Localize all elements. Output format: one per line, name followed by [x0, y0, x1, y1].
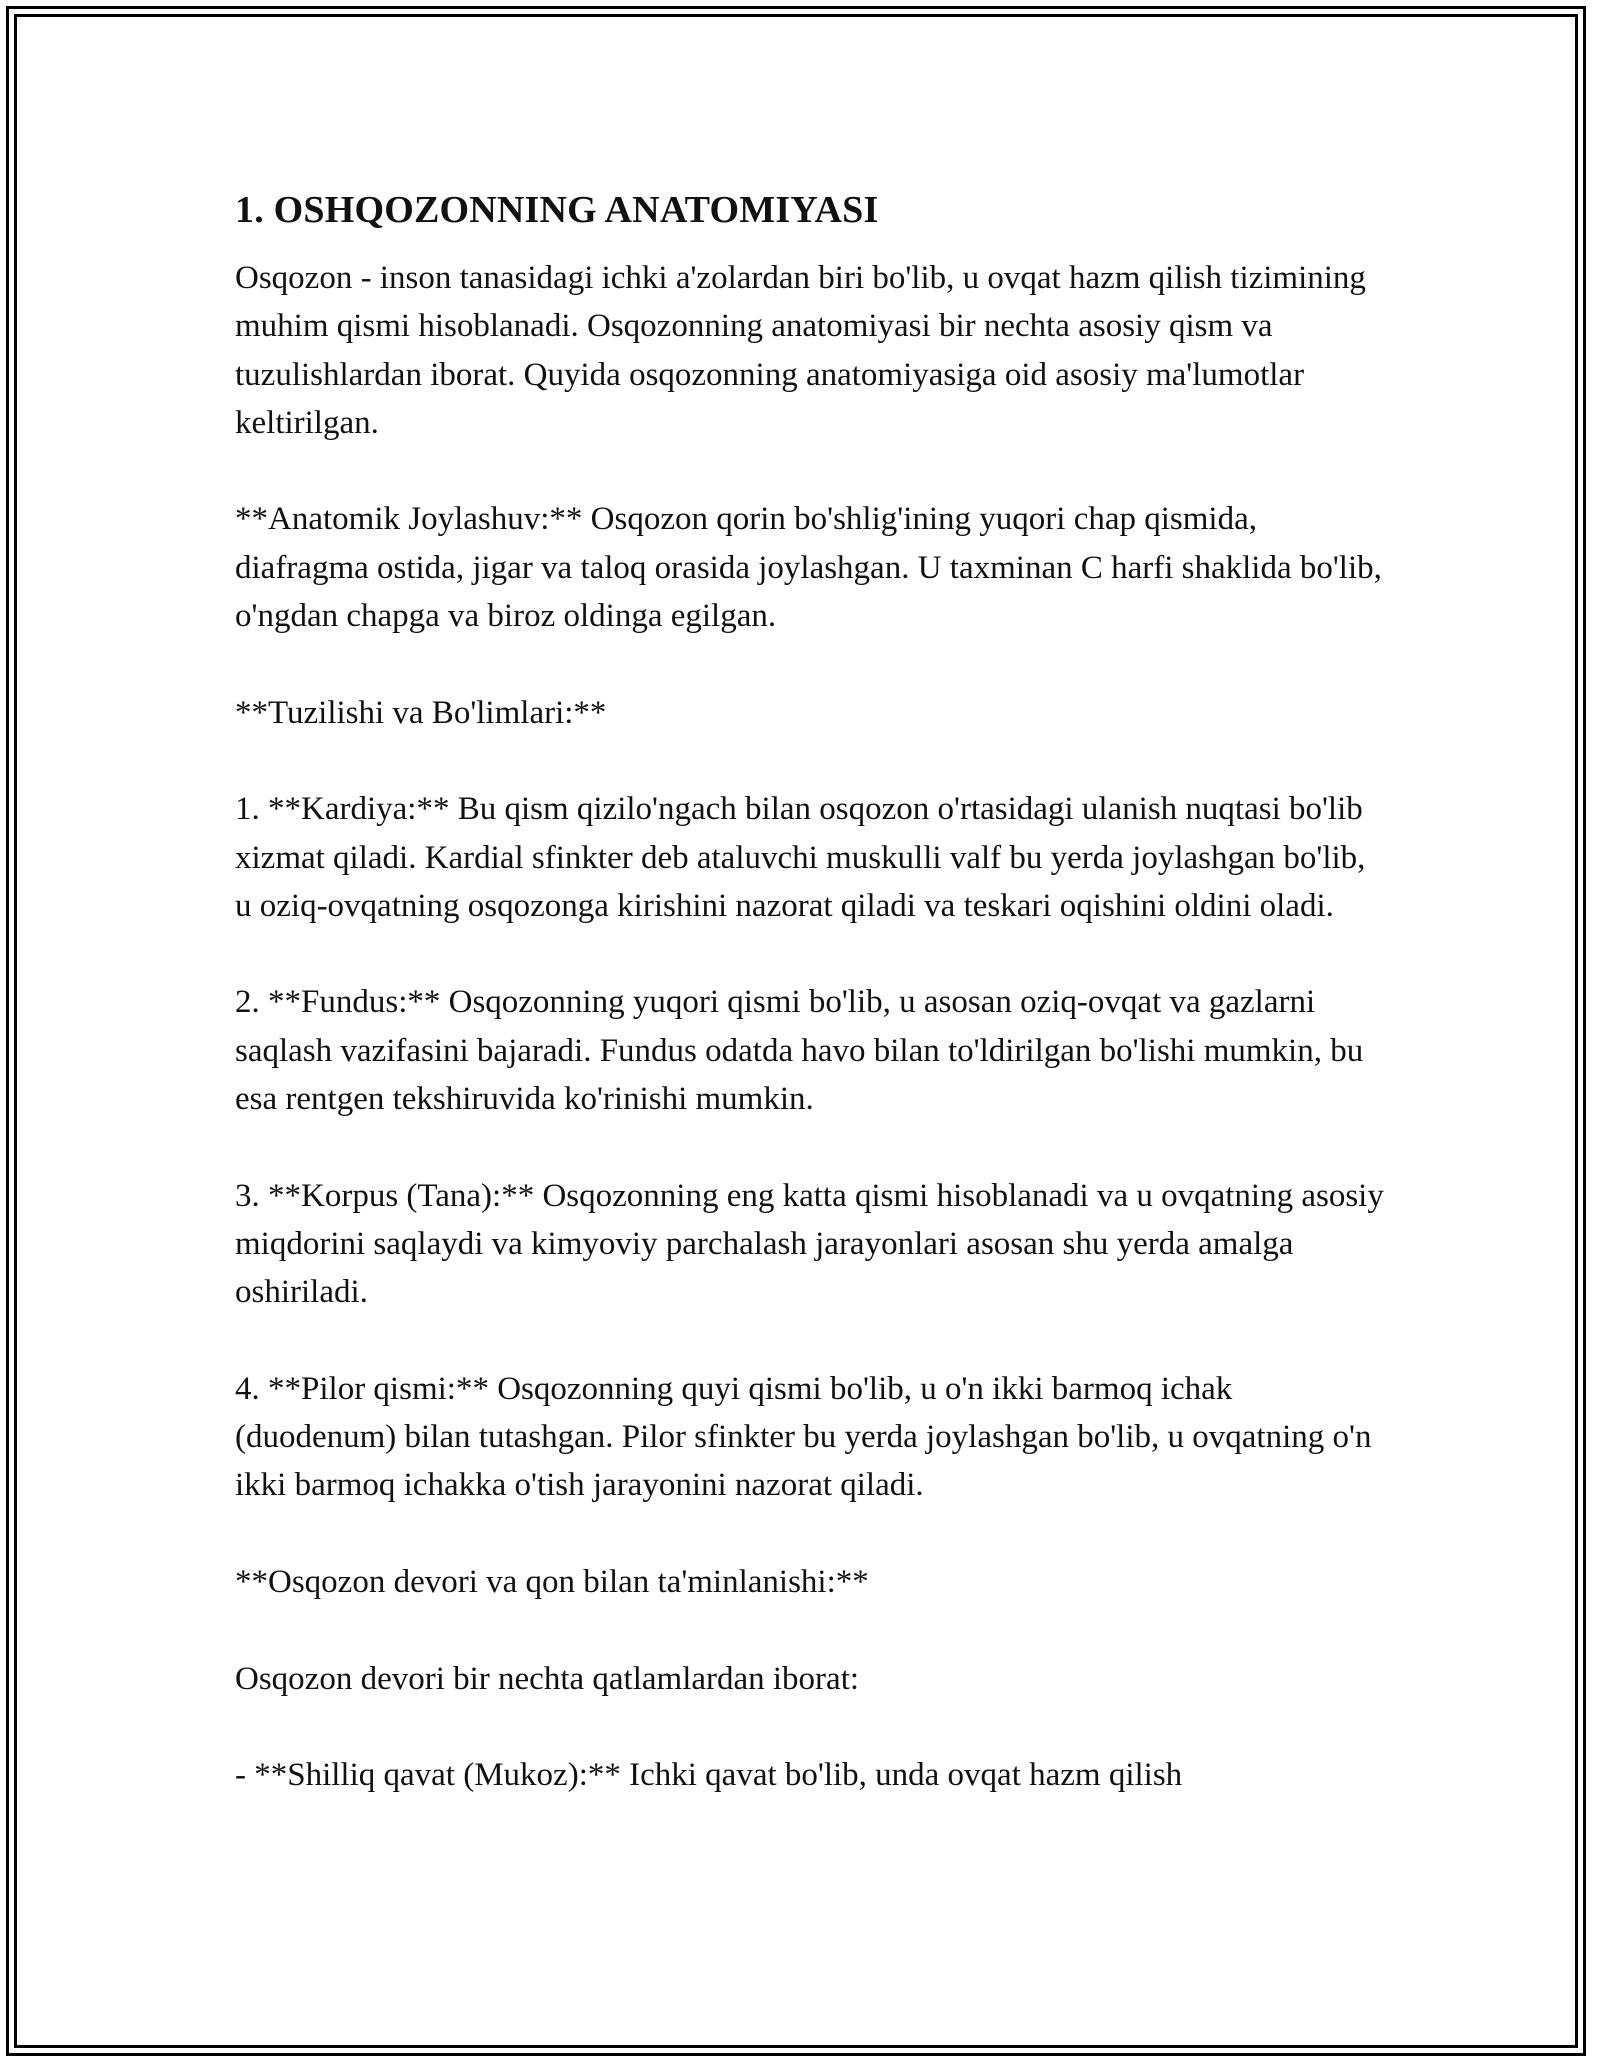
paragraph-fundus: 2. **Fundus:** Osqozonning yuqori qismi bo'lib, u asosan oziq-ovqat va gazlarni saqlash vazifasini bajaradi. Fundus odatda havo bilan to'ldirilgan bo'lishi mumkin, bu esa rentgen tekshiruvida ko'rinishi mumkin. — [235, 984, 1364, 1118]
paragraph-anatomical-location: **Anatomik Joylashuv:** Osqozon qorin bo'shlig'ining yuqori chap qismida, diafragma ostida, jigar va taloq orasida joylashgan. U taxminan C harfi shaklida bo'lib, o'ngdan chapga va biroz oldinga egilgan. — [235, 501, 1382, 635]
paragraph-wall-heading: **Osqozon devori va qon bilan ta'minlanishi:** — [235, 1564, 869, 1601]
document-body — [235, 186, 1385, 1800]
paragraph-mucosa: - **Shilliq qavat (Mukoz):** Ichki qavat bo'lib, unda ovqat hazm qilish — [235, 1757, 1183, 1794]
paragraph-pylorus: 4. **Pilor qismi:** Osqozonning quyi qismi bo'lib, u o'n ikki barmoq ichak (duodenum) bilan tutashgan. Pilor sfinkter bu yerda joylashgan bo'lib, u ovqatning o'n ikki barmoq ichakka o'tish jarayonini nazorat qiladi. — [235, 1370, 1372, 1504]
paragraph-structure-heading: **Tuzilishi va Bo'limlari:** — [235, 694, 607, 731]
paragraph-wall-layers: Osqozon devori bir nechta qatlamlardan iborat: — [235, 1660, 860, 1697]
paragraph-intro: Osqozon - inson tanasidagi ichki a'zolardan biri bo'lib, u ovqat hazm qilish tizimining muhim qismi hisoblanadi. Osqozonning anatomiyasi bir nechta asosiy qism va tuzulishlardan iborat. Quyida osqozonning anatomiyasiga oid asosiy ma'lumotlar keltirilgan. — [235, 260, 1366, 441]
paragraph-cardia: 1. **Kardiya:** Bu qism qizilo'ngach bilan osqozon o'rtasidagi ulanish nuqtasi bo'lib xizmat qiladi. Kardial sfinkter deb ataluvchi muskulli valf bu yerda joylashgan bo'lib, u oziq-ovqatning osqozonga kirishini nazorat qiladi va teskari oqishini oldini oladi. — [235, 791, 1366, 924]
document-heading: 1. OSHQOZONNING ANATOMIYASI — [235, 189, 879, 231]
paragraph-corpus: 3. **Korpus (Tana):** Osqozonning eng katta qismi hisoblanadi va u ovqatning asosiy miqdorini saqlaydi va kimyoviy parchalash jarayonlari asosan shu yerda amalga oshiriladi. — [235, 1177, 1384, 1311]
